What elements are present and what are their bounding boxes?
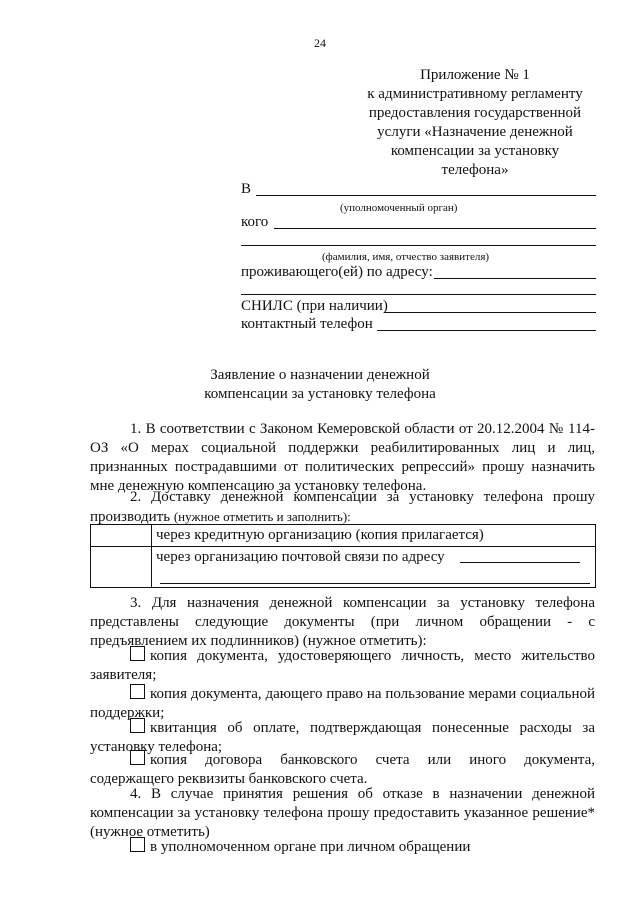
paragraph-2-text: 2. Доставку денежной компенсации за установку телефона прошу производить xyxy=(90,489,595,525)
delivery-options-table xyxy=(90,524,596,588)
title-line: компенсации за установку телефона xyxy=(204,386,436,402)
checkbox[interactable] xyxy=(130,646,145,661)
table-row xyxy=(91,547,596,588)
checkbox[interactable] xyxy=(130,750,145,765)
delivery-option-label: через кредитную организацию (копия прилагается) xyxy=(152,525,596,547)
authority-field-line[interactable] xyxy=(256,195,596,196)
address-label: проживающего(ей) по адресу: xyxy=(241,264,433,280)
paragraph-1: 1. В соответствии с Законом Кемеровской области от 20.12.2004 № 114-ОЗ «О мерах социальной поддержки реабилитированных лиц и лиц, признанных пострадавшими от политических репрессий» прошу назначить мне денежную компенсацию за установку телефона. xyxy=(90,421,595,494)
document-title xyxy=(0,366,640,404)
checkbox[interactable] xyxy=(130,718,145,733)
appendix-line: компенсации за установку xyxy=(390,143,560,159)
address-field-line-2[interactable] xyxy=(241,294,596,295)
snils-field-line[interactable] xyxy=(384,312,596,313)
to-label: В xyxy=(241,181,252,197)
address-field-line[interactable] xyxy=(434,278,596,279)
paragraph-4: 4. В случае принятия решения об отказе в назначении денежной компенсации за установку телефона прошу предоставить указанное решение* (нужное отметить) xyxy=(90,786,595,840)
appendix-line: предоставления государственной xyxy=(368,105,582,121)
appendix-line: телефона» xyxy=(441,162,509,178)
appendix-line: услуги «Назначение денежной xyxy=(377,124,573,140)
postal-address-line-2[interactable] xyxy=(160,583,590,584)
snils-label: СНИЛС (при наличии) xyxy=(241,298,388,314)
name-caption: (фамилия, имя, отчество заявителя) xyxy=(322,251,490,263)
document-option-label: копия документа, дающего право на пользование мерами социальной поддержки; xyxy=(90,686,595,721)
authority-caption: (уполномоченный орган) xyxy=(340,202,458,214)
decision-option-label: в уполномоченном органе при личном обращении xyxy=(150,839,471,855)
paragraph-2 xyxy=(90,488,595,527)
delivery-checkbox-cell[interactable] xyxy=(91,525,152,547)
paragraph-3: 3. Для назначения денежной компенсации за установку телефона представлены следующие документы (при личном обращении - с предъявлением их подлинников) (нужное отметить): xyxy=(90,595,595,649)
document-option-4 xyxy=(90,750,595,789)
from-label: кого xyxy=(241,214,269,230)
checkbox[interactable] xyxy=(130,837,145,852)
delivery-checkbox-cell[interactable] xyxy=(91,547,152,588)
delivery-option-cell xyxy=(152,547,596,588)
appendix-line: к административному регламенту xyxy=(367,86,583,102)
applicant-field-line[interactable] xyxy=(274,228,596,229)
document-option-label: квитанция об оплате, подтверждающая понесенные расходы за установку телефона; xyxy=(90,720,595,755)
delivery-option-label: через организацию почтовой связи по адресу xyxy=(156,549,445,565)
appendix-header xyxy=(340,66,610,180)
paragraph-2-note: (нужное отметить и заполнить): xyxy=(173,509,351,524)
document-option-label: копия документа, удостоверяющего личность, место жительство заявителя; xyxy=(90,648,595,683)
phone-field-line[interactable] xyxy=(377,330,596,331)
document-option-label: копия договора банковского счета или иного документа, содержащего реквизиты банковского счета. xyxy=(90,752,595,787)
document-option-1 xyxy=(90,646,595,685)
applicant-field-line-2[interactable] xyxy=(241,245,596,246)
appendix-line: Приложение № 1 xyxy=(420,67,530,83)
phone-label: контактный телефон xyxy=(241,316,373,332)
title-line: Заявление о назначении денежной xyxy=(210,367,430,383)
decision-option-1 xyxy=(90,837,595,857)
checkbox[interactable] xyxy=(130,684,145,699)
postal-address-line[interactable] xyxy=(460,562,580,563)
page-number: 24 xyxy=(314,36,326,50)
table-row xyxy=(91,525,596,547)
